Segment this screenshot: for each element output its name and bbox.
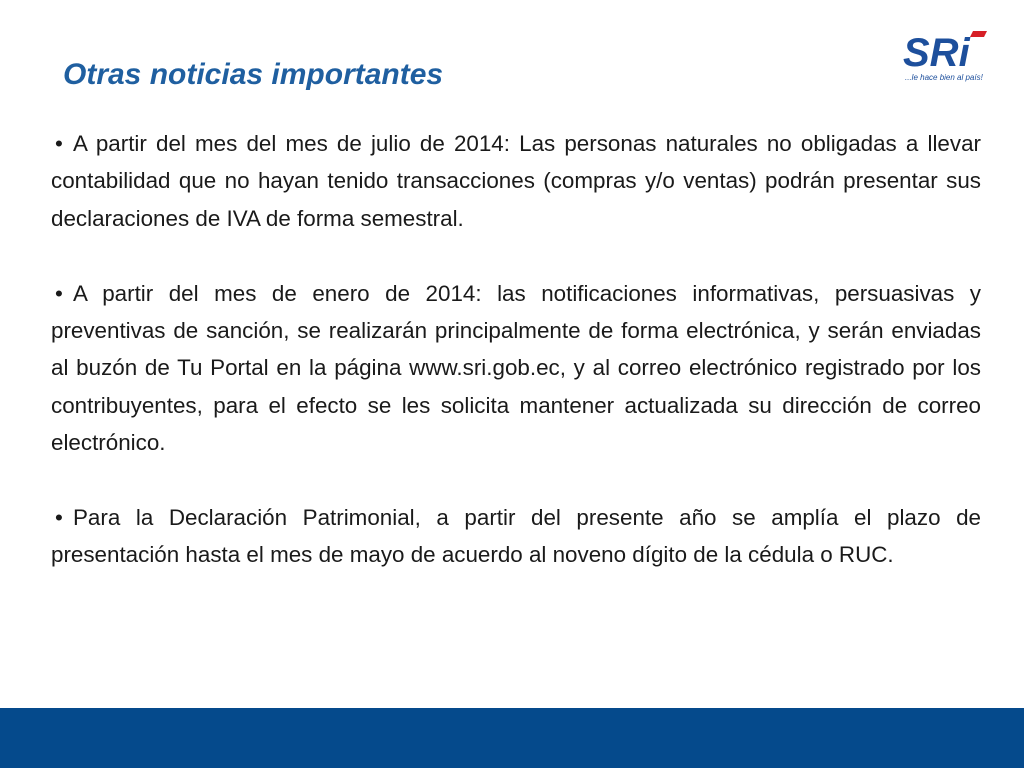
news-item [51, 275, 981, 462]
news-item-text: A partir del mes del mes de julio de 2014: Las personas naturales no obligadas a llevar contabilidad que no hayan tenido transacciones (compras y/o ventas) podrán presentar sus declaraciones de IVA de forma semestral. [51, 131, 981, 231]
news-item-text: Para la Declaración Patrimonial, a partir del presente año se amplía el plazo de presentación hasta el mes de mayo de acuerdo al noveno dígito de la cédula o RUC. [51, 505, 981, 568]
footer-bar [0, 708, 1024, 768]
news-item [51, 499, 981, 574]
svg-text:SRi: SRi [903, 31, 970, 75]
logo-tagline: ...le hace bien al país! [905, 73, 983, 82]
bullet-icon: • [55, 505, 63, 531]
slide-title: Otras noticias importantes [63, 58, 444, 91]
news-content [51, 125, 981, 611]
news-item [51, 125, 981, 237]
bullet-icon: • [55, 280, 63, 306]
news-item-text: A partir del mes de enero de 2014: las notificaciones informativas, persuasivas y preventivas de sanción, se realizarán principalmente de forma electrónica, y serán enviadas al buzón de Tu Portal en la página www.sri.gob.ec, y al correo electrónico registrado por los contribuyentes, para el efecto se les solicita mantener actualizada su dirección de correo electrónico. [51, 280, 981, 456]
sri-logo-icon [895, 22, 995, 92]
bullet-icon: • [55, 131, 63, 156]
sri-logo [895, 22, 995, 92]
